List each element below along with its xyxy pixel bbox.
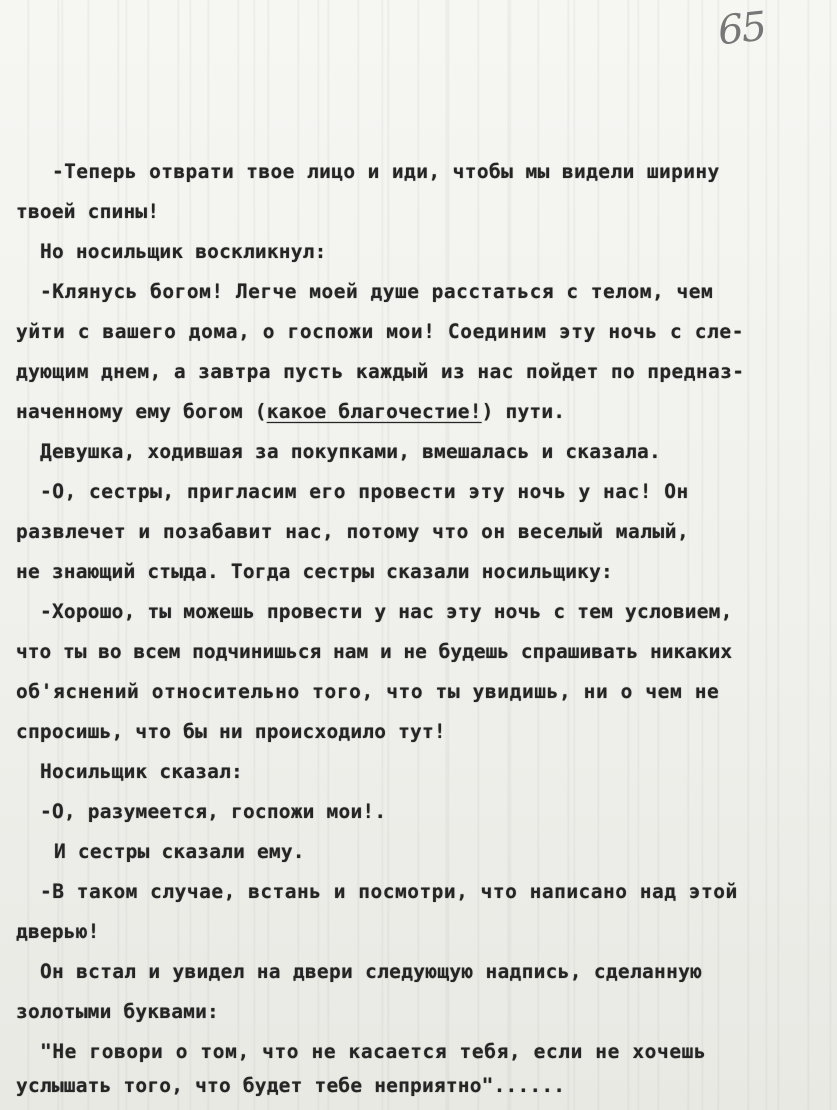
text-line: Но носильщик воскликнул:	[40, 240, 327, 263]
text-line: спросишь, что бы ни происходило тут!	[16, 720, 446, 743]
text-line: И сестры сказали ему.	[54, 840, 305, 863]
text-line: -Хорошо, ты можешь провести у нас эту ночь с тем условием,	[40, 600, 733, 623]
text-line: -В таком случае, встань и посмотри, что написано над этой	[40, 880, 738, 903]
text-line: что ты во всем подчинишься нам и не будешь спрашивать никаких	[16, 640, 733, 663]
text-run: ) пути.	[481, 400, 566, 423]
text-line: услышать того, что будет тебе неприятно"......	[16, 1074, 566, 1097]
text-line: развлечет и позабавит нас, потому что он веселый малый,	[16, 520, 690, 543]
text-line: "Не говори о том, что не касается тебя, если не хочешь	[40, 1040, 707, 1063]
text-line: уйти с вашего дома, о госпожи мои! Соединим эту ночь с сле-	[16, 320, 745, 343]
text-line	[16, 392, 565, 432]
text-line: твоей спины!	[16, 200, 160, 223]
text-line: дующим днем, а завтра пусть каждый из нас пойдет по предназ-	[16, 360, 745, 383]
text-line: Носильщик сказал:	[40, 760, 243, 783]
text-line: -Теперь отврати твое лицо и иди, чтобы мы видели ширину	[52, 160, 720, 183]
page-number: 65	[715, 3, 768, 55]
text-line: -Клянусь богом! Легче моей душе расстаться с телом, чем	[40, 280, 714, 303]
text-line: Он встал и увидел на двери следующую надпись, сделанную	[40, 960, 703, 983]
text-line: об'яснений относительно того, что ты увидишь, ни о чем не	[16, 680, 720, 703]
underlined-remark: какое благочестие!	[266, 400, 482, 423]
text-line: -О, разумеется, госпожи мои!.	[40, 800, 387, 823]
text-line: золотыми буквами:	[16, 1000, 219, 1023]
text-line: Девушка, ходившая за покупками, вмешалась и сказала.	[40, 440, 661, 463]
text-line: не знающий стыда. Тогда сестры сказали носильщику:	[16, 560, 613, 583]
text-line: -О, сестры, пригласим его провести эту ночь у нас! Он	[40, 480, 689, 503]
text-run: наченному ему богом (	[16, 400, 267, 423]
text-line: дверью!	[16, 920, 100, 943]
